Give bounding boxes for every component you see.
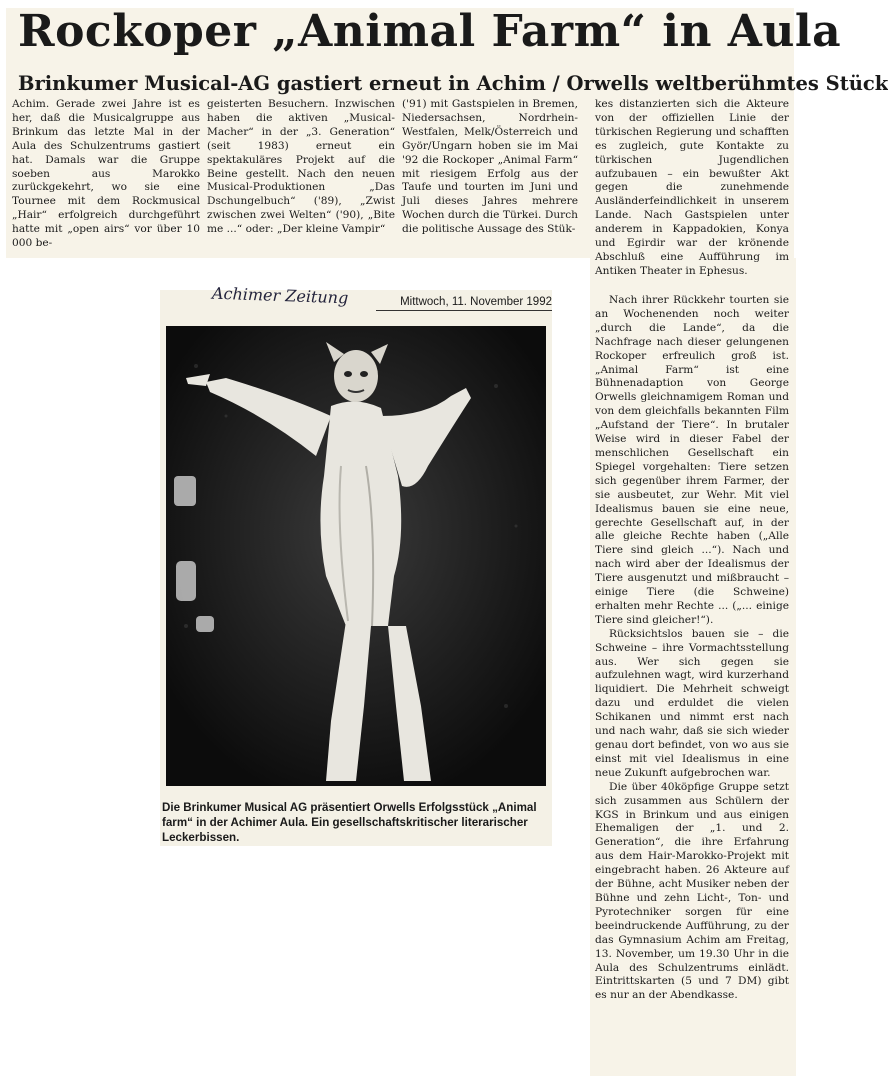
article-column-1 — [12, 98, 200, 251]
dateline: Mittwoch, 11. November 1992 — [376, 296, 552, 311]
paragraph: kes distanzierten sich die Akteure von der offiziellen Linie der türkischen Regierung und schafften es zugleich, gute Kontakte zu türkischen Jugendlichen aufzubauen – ein bewußter Akt gegen die zunehmende Ausländerfeindlichkeit in unserem Lande. Nach Gastspielen unter anderem in Kappadokien, Konya und Egirdir war der krönende Abschluß eine Aufführung im Antiken Theater in Ephesus. — [595, 98, 789, 277]
photo-caption — [162, 800, 552, 845]
paragraph: Nach ihrer Rückkehr tourten sie an Wochenenden noch weiter „durch die Lande“, da die Nachfrage nach dieser gelungenen Rockoper erfreulich groß ist. „Animal Farm“ ist eine Bühnenadaption von George Orwells gleichnamigem Roman und von dem gleichfalls bekannten Film „Aufstand der Tiere“. In brutaler Weise wird in dieser Fabel der menschlichen Gesellschaft ein Spiegel vorgehalten: Tiere setzen sich gegenüber ihrem Farmer, der sie ausbeutet, zur Wehr. Mit viel Idealismus bauen sie eine neue, gerechte Gesellschaft auf, in der alle gleiche Rechte haben („Alle Tiere sind gleich ...“). Nach und nach wird aber der Idealismus der Tiere ausgenutzt und mißbraucht – einige Tiere (die Schweine) erhalten mehr Rechte ... („... einige Tiere sind gleicher!“). — [595, 294, 789, 626]
article-column-2 — [207, 98, 395, 237]
caption-text: Die Brinkumer Musical AG präsentiert Orwells Erfolgsstück „Animal farm“ in der Achimer Aula. Ein gesellschaftskritischer literarischer Leckerbissen. — [162, 801, 537, 844]
article-subheadline: Brinkumer Musical-AG gastiert erneut in Achim / Orwells weltberühmtes Stück — [18, 72, 888, 95]
performer-in-costume-illustration — [166, 326, 546, 786]
paragraph: Achim. Gerade zwei Jahre ist es her, daß die Musicalgruppe aus Brinkum das letzte Mal in der Aula des Schulzentrums gastiert hat. Damals war die Gruppe soeben aus Marokko zurückgekehrt, wo sie eine Tournee mit dem Rockmusical „Hair“ erfolgreich durchgeführt hatte mit „open airs“ vor über 10 000 be- — [12, 98, 200, 250]
paragraph: geisterten Besuchern. Inzwischen haben die aktiven „Musical-Macher“ in der „3. Generation“ (seit 1983) erneut ein spektakuläres Projekt auf die Beine gestellt. Nach den neuen Musical-Produktionen „Das Dschungelbuch“ ('89), „Zwist zwischen zwei Welten“ ('90), „Bite me ...“ oder: „Der kleine Vampir“ — [207, 98, 395, 236]
handwritten-source-note: Achimer Zeitung — [211, 283, 349, 308]
article-column-3 — [402, 98, 578, 237]
article-headline: Rockoper „Animal Farm“ in Aula — [18, 6, 842, 57]
performance-photo — [166, 326, 546, 786]
article-right-column — [595, 294, 789, 1003]
paragraph: Rücksichtslos bauen sie – die Schweine – ihre Vormachtsstellung aus. Wer sich gegen sie aufzulehnen wagt, wird kurzerhand liquidiert. Die Mehrheit schweigt dazu und erduldet die vielen Schikanen und nimmt erst nach und nach wahr, daß sie sich wieder genau dort befindet, von wo aus sie einst mit viel Idealismus in eine neue Zukunft aufgebrochen war. — [595, 627, 789, 779]
paragraph: ('91) mit Gastspielen in Bremen, Niedersachsen, Nordrhein-Westfalen, Melk/Österreich und Györ/Ungarn hoben sie im Mai '92 die Rockoper „Animal Farm“ mit riesigem Erfolg aus der Taufe und tourten im Juni und Juli dieses Jahres mehrere Wochen durch die Türkei. Durch die politische Aussage des Stük- — [402, 98, 578, 236]
article-column-4 — [595, 98, 789, 279]
paragraph: Die über 40köpfige Gruppe setzt sich zusammen aus Schülern der KGS in Brinkum und aus einigen Ehemaligen der „1. und 2. Generation“, die ihre Erfahrung aus dem Hair-Marokko-Projekt mit eingebracht haben. 26 Akteure auf der Bühne, acht Musiker neben der Bühne und zehn Licht-, Ton- und Pyrotechniker sorgen für eine beeindruckende Aufführung, zu der das Gymnasium Achim am Freitag, 13. November, um 19.30 Uhr in die Aula des Schulzentrums einlädt. Eintrittskarten (5 und 7 DM) gibt es nur an der Abendkasse. — [595, 780, 789, 1002]
